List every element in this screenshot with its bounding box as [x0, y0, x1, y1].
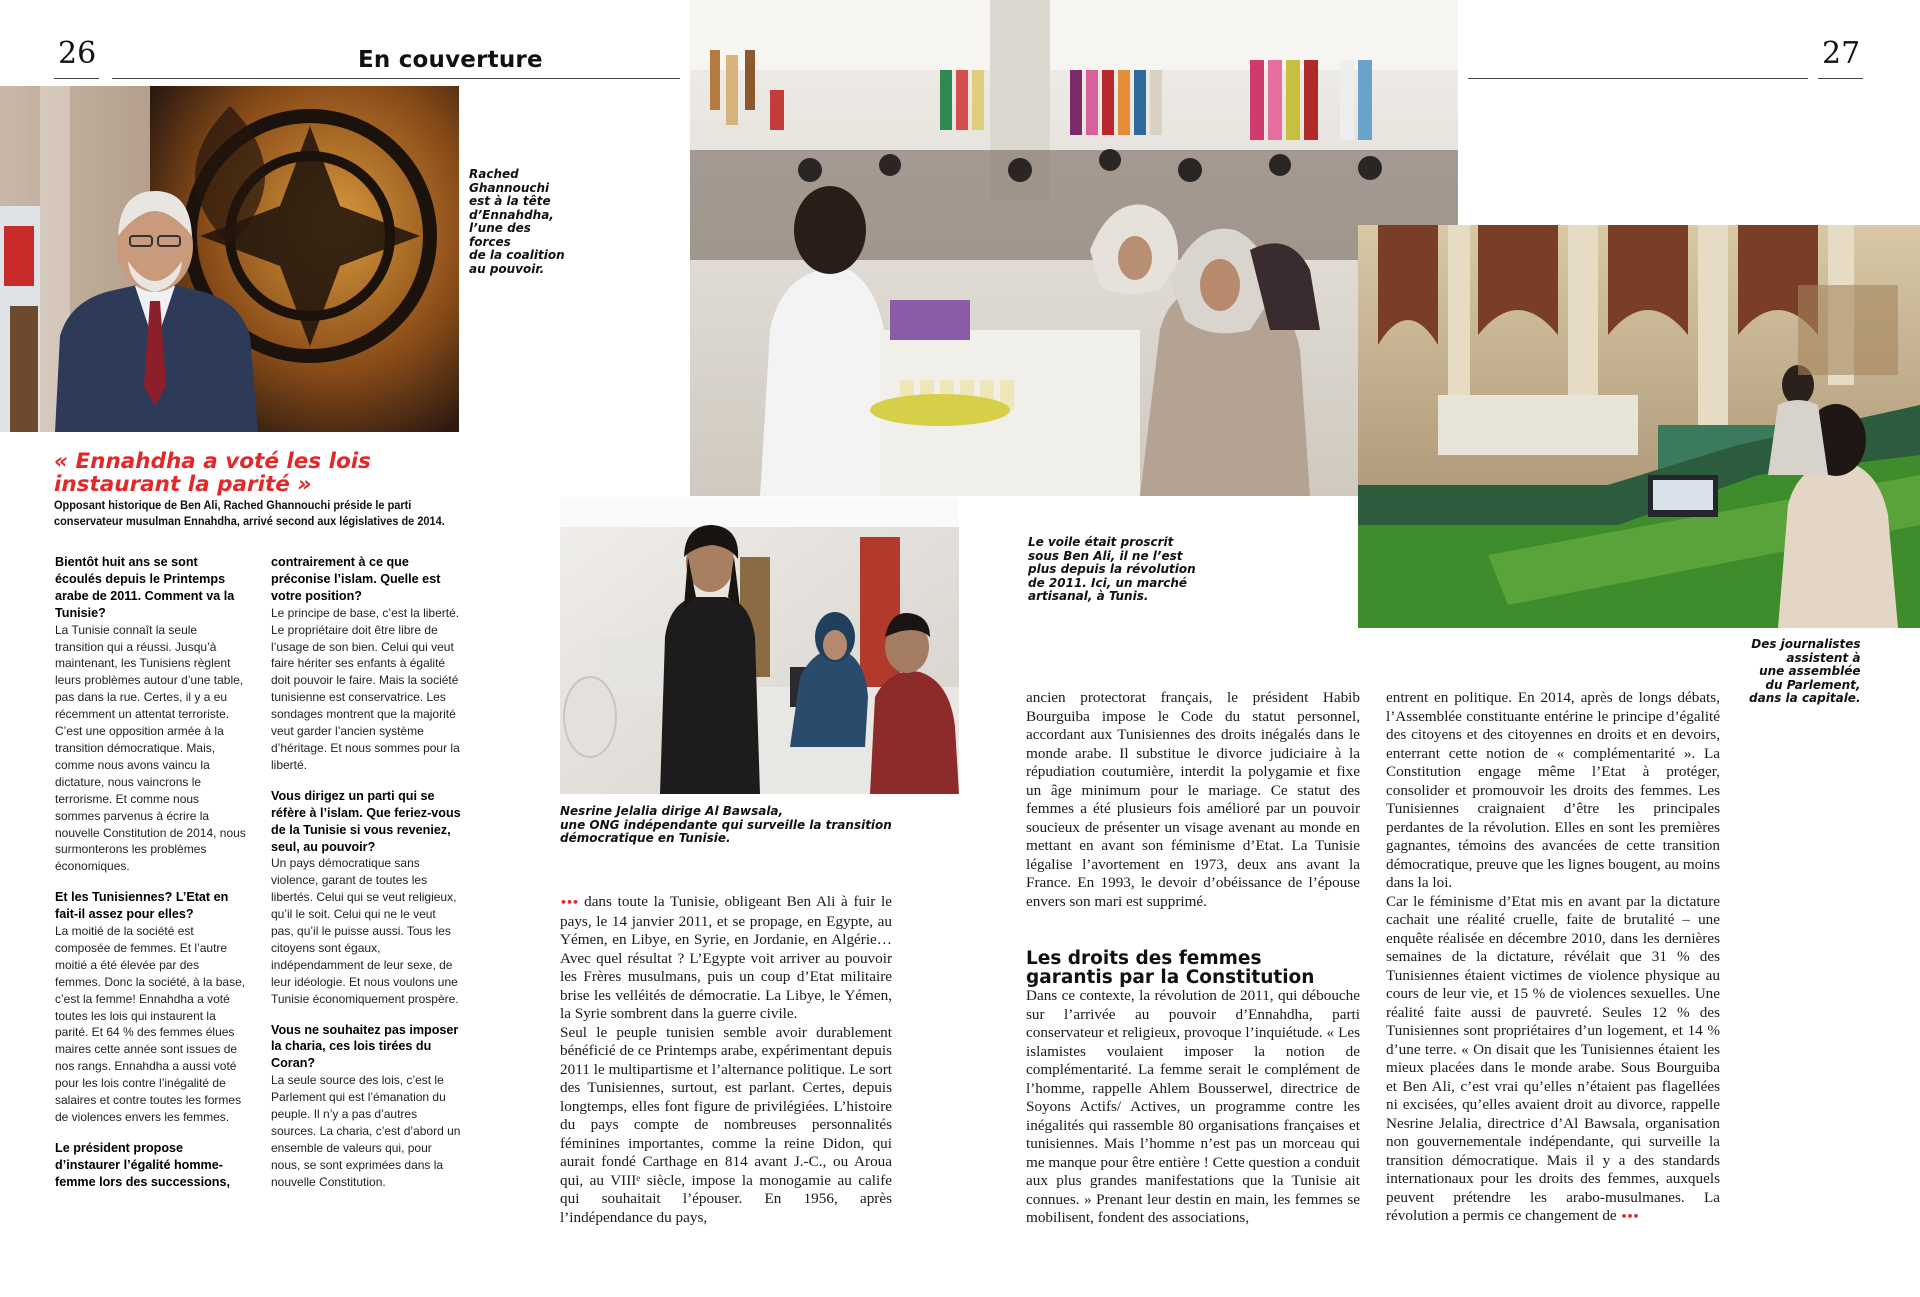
caption-market: Le voile était proscrit sous Ben Ali, il ne l’est plus depuis la révolution de 2011. Ici, un marché artisanal, à Tunis. — [1028, 535, 1196, 603]
continuation-marker: ••• — [560, 896, 579, 909]
article-paragraph: entrent en politique. En 2014, après de longs débats, l’Assemblée constituante entérine le principe d’égalité des citoyens et des citoyennes en droits et en devoirs, enterrant cette notion de « complémentarité ». La Constitution engage même l’Etat à protéger, consolider et promouvoir les droits des femmes. Les Tunisiennes craignaient d’être les principales perdantes de la révolution. Elles en sont les premières gagnantes, témoins des avancées de cette transition démocratique, preuve que les lignes bougent, au moins dans la loi. — [1386, 689, 1720, 891]
article-column-1 — [560, 893, 892, 1227]
parliament-photo — [1358, 225, 1920, 628]
caption-journalists: Des journalistes assistent à une assemblée du Parlement, dans la capitale. — [1749, 637, 1861, 705]
continuation-marker-end: ••• — [1620, 1210, 1639, 1223]
header-rule-right — [1468, 78, 1808, 79]
article-column-2 — [1026, 689, 1360, 911]
qa-block: Et les Tunisiennes? L’Etat en fait-il assez pour elles? La moitié de la société est composée de femmes. Et l’autre moitié a été élevée par des femmes. Donc la société, à la base, c’est la femme! Ennahdha a voté toutes les lois qui instaurent la parité. Et 64 % des femmes élues maires cette année sont issues de nos rangs. Ennahdha a aussi voté pour les lois contre l’inégalité de salaires et contre toutes les formes de violences envers les femmes. — [55, 890, 246, 1124]
qa-block: Vous ne souhaitez pas imposer la charia, ces lois tirées du Coran? La seule source des lois, c’est le Parlement qui est l’émanation du peuple. Il n’y a pas d’autres sources. La charia, c’est d’abord un ensemble de valeurs qui, pour nous, se sont exprimées dans la nouvelle Constitution. — [271, 1022, 461, 1189]
interview-column-2 — [271, 554, 461, 1205]
caption-jelalia: Nesrine Jelalia dirige Al Bawsala, une ONG indépendante qui surveille la transition démocratique en Tunisie. — [560, 804, 892, 845]
article-paragraph: ••• dans toute la Tunisie, obligeant Ben Ali à fuir le pays, le 14 janvier 2011, et se propage, en Egypte, au Yémen, en Libye, en Syrie, en Jordanie, en Algérie… Avec quel résultat ? L’Egypte voit arriver au pouvoir les Frères musulmans, puis un coup d’Etat militaire brise les velléités de démocratie. La Libye, le Yémen, la Syrie sombrent dans la guerre civile. — [560, 893, 892, 1022]
page-number-left: 26 — [58, 36, 97, 71]
header-rule-left-short — [54, 78, 99, 79]
qa-block: Bientôt huit ans se sont écoulés depuis le Printemps arabe de 2011. Comment va la Tunisie? La Tunisie connaît la seule transition qui a réussi. Jusqu’à maintenant, les Tunisiens règlent leurs problèmes autour d’une table, pas dans la rue. Certes, il y a eu récemment un attentat terroriste. C’est une opposition armée à la transition démocratique. Mais, comme nous avons vaincu la dictature, nous vaincrons le terrorisme. Et comme nous sommes parvenus à écrire la nouvelle Constitution de 2014, nous surmonterons les problèmes économiques. — [55, 555, 246, 874]
header-rule-right-short — [1818, 78, 1863, 79]
article-paragraph: Dans ce contexte, la révolution de 2011, qui débouche sur l’arrivée au pouvoir d’Ennahdha, parti conservateur et religieux, provoque l’inquiétude. « Les islamistes voulaient imposer la notion de complémentarité. La femme serait le complément de l’homme, rappelle Ahlem Bousserwel, directrice de Soyons Actifs/ Actives, un programme contre les inégalités qui rassemble 80 organisations françaises et tunisiennes. Mais l’homme n’est pas un morceau qui me manque pour être entière ! Cette question a conduit aux plus grandes manifestations que la Tunisie ait connues. » Prenant leur destin en main, les femmes se mobilisent, fondent des associations, — [1026, 987, 1360, 1226]
article-column-2-cont — [1026, 987, 1360, 1228]
jelalia-photo — [560, 497, 959, 794]
page-number-right: 27 — [1822, 36, 1861, 71]
qa-block: Le président propose d’instaurer l’égalité homme-femme lors des successions, — [55, 1140, 230, 1189]
article-column-3 — [1386, 689, 1720, 1227]
article-paragraph: ancien protectorat français, le président Habib Bourguiba impose le Code du statut personnel, accordant aux Tunisiennes des droits inégalés dans le monde arabe. Il substitue le divorce judiciaire à la répudiation coutumière, interdit la polygamie et fixe un âge minimum pour le mariage. Ce statut des femmes a été plusieurs fois amélioré par un pouvoir soucieux de présenter un visage avenant au monde en mettant en avant son féminisme d’Etat. La Tunisie légalise l’avortement en 1973, deux ans avant la France. En 1993, le devoir d’obéissance de l’épouse envers son mari est supprimé. — [1026, 689, 1360, 910]
interview-intro: Opposant historique de Ben Ali, Rached Ghannouchi préside le parti conservateur musulman Ennahdha, arrivé second aux législatives de 2014. — [54, 498, 445, 528]
article-paragraph: Seul le peuple tunisien semble avoir durablement bénéficié de ce Printemps arabe, expérimentant depuis 2011 le multipartisme et l’alternance politique. Le sort des Tunisiennes, surtout, est parlant. Certes, depuis longtemps, elles font figure de privilégiées. L’histoire du pays compte de nombreuses personnalités féminines importantes, comme la reine Didon, qui aurait fondé Carthage en 814 avant J.-C., ou Aroua qui, au VIIIᵉ siècle, impose la monogamie au calife qui souhaitait l’épouser. En 1956, après l’indépendance du pays, — [560, 1023, 892, 1226]
interview-column-1 — [55, 554, 247, 1205]
article-subhead: Les droits des femmes garantis par la Constitution — [1026, 948, 1315, 988]
market-photo — [690, 0, 1458, 496]
article-paragraph: Car le féminisme d’Etat mis en avant par la dictature cachait une réalité cruelle, faite de brutalité – une enquête réalisée en décembre 2010, dans les dernières semaines de la dictature, révélait que 31 % des Tunisiennes étaient victimes de violence physique au cours de leur vie, et 15 % de violences sexuelles. Une réalité faite aussi de pauvreté. Seules 12 % des Tunisiennes sont propriétaires d’un logement, et 14 % d’une terre. « On disait que les Tunisiennes étaient les mieux placées dans le monde arabe. Sous Bourguiba et Ben Ali, c’est vrai qu’elles n’étaient pas flagellées ni excisées, qu’elles avaient droit au divorce, rappelle Nesrine Jelalia, directrice d’Al Bawsala, organisation non gouvernementale indépendante, qui surveille la transition démocratique. Mais il y a des standards internationaux pour les droits des femmes, auxquels peuvent prétendre les arabo-musulmanes. La révolution a permis ce changement de ••• — [1386, 892, 1720, 1224]
section-title: En couverture — [358, 47, 543, 73]
caption-ghannouchi: Rached Ghannouchi est à la tête d’Ennahdha, l’une des forces de la coalition au pouvoir. — [469, 167, 565, 276]
interview-title: « Ennahdha a voté les lois instaurant la parité » — [54, 449, 371, 497]
qa-block: contrairement à ce que préconise l’islam. Quelle est votre position? Le principe de base, c’est la liberté. Le propriétaire doit être libre de l’usage de son bien. Celui qui veut faire hériter ses enfants à égalité doit pouvoir le faire. Mais la société tunisienne est conservatrice. Les sondages montrent que la majorité veut garder l’ancien système d’héritage. Et nous sommes pour la liberté. — [271, 555, 460, 772]
header-rule-left — [112, 78, 680, 79]
qa-block: Vous dirigez un parti qui se réfère à l’islam. Que feriez-vous de la Tunisie si vous reveniez, seul, au pouvoir? Un pays démocratique sans violence, garant de toutes les libertés. Celui qui se veut religieux, qu’il le soit. Celui qui ne le veut pas, qu’il le puisse aussi. Tous les citoyens sont égaux, indépendamment de leur sexe, de leur idéologie. Et nous voulons une Tunisie économiquement prospère. — [271, 788, 461, 1006]
ghannouchi-photo — [0, 86, 459, 432]
